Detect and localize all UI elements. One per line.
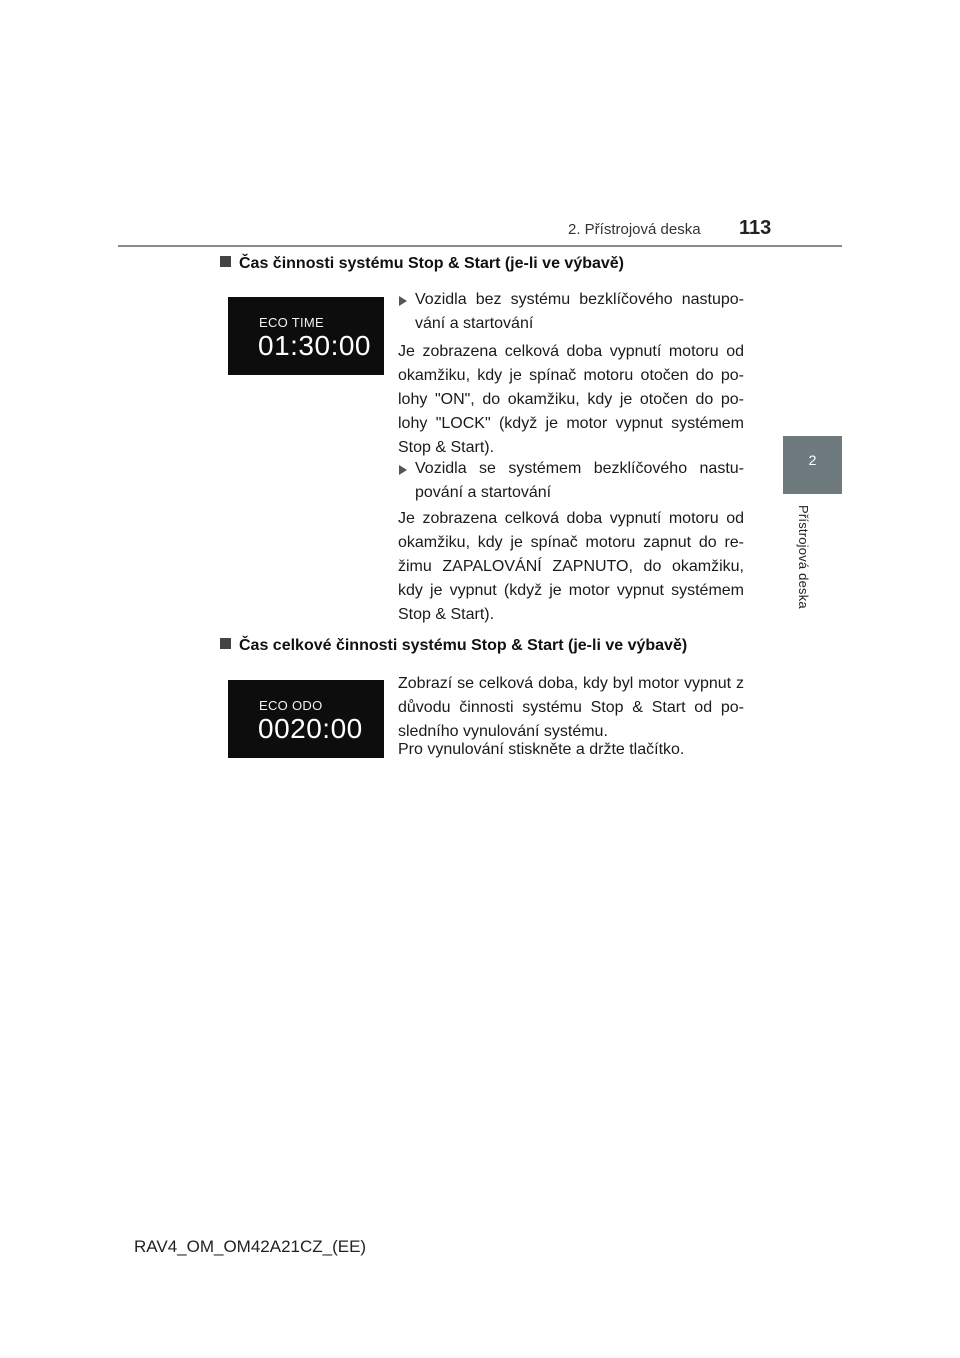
chapter-label: Přístrojová deska bbox=[796, 505, 811, 609]
header-divider bbox=[118, 245, 842, 247]
section-heading-eco-time bbox=[220, 255, 624, 273]
bullet-text: Vozidla se systémem bezklíčového nastu-pování a startování bbox=[415, 460, 744, 501]
triangle-right-icon bbox=[399, 465, 407, 475]
bullet-text: Vozidla bez systému bezklíčového nastupo-vání a startování bbox=[415, 291, 744, 332]
display-label: ECO ODO bbox=[259, 698, 323, 713]
heading-text: Čas celkové činnosti systému Stop & Start (je-li ve výbavě) bbox=[239, 637, 688, 654]
bullet-item bbox=[398, 288, 744, 336]
paragraph: Je zobrazena celková doba vypnutí motoru od okamžiku, kdy je spínač motoru zapnut do re-žimu ZAPALOVÁNÍ ZAPNUTO, do okamžiku, kdy je vypnut (když je motor vypnut systémem Stop & Start). bbox=[398, 510, 744, 623]
paragraph: Je zobrazena celková doba vypnutí motoru od okamžiku, kdy je spínač motoru otočen do po-lohy "ON", do okamžiku, kdy je otočen do po-lohy "LOCK" (když je motor vypnut systémem Stop & Start). bbox=[398, 343, 744, 456]
paragraph: Pro vynulování stiskněte a držte tlačítko. bbox=[398, 741, 685, 758]
section-heading-eco-odo bbox=[220, 637, 687, 655]
triangle-right-icon bbox=[399, 296, 407, 306]
display-value: 0020:00 bbox=[258, 713, 363, 744]
eco-time-display bbox=[228, 297, 384, 375]
heading-text: Čas činnosti systému Stop & Start (je-li ve výbavě) bbox=[239, 255, 625, 272]
paragraph: Zobrazí se celková doba, kdy byl motor vypnut z důvodu činnosti systému Stop & Start od po-sledního vynulování systému. bbox=[398, 675, 744, 740]
chapter-number: 2 bbox=[808, 452, 817, 468]
display-label: ECO TIME bbox=[259, 315, 325, 330]
bullet-item bbox=[398, 457, 744, 505]
chapter-tab bbox=[783, 436, 842, 494]
display-value: 01:30:00 bbox=[258, 330, 371, 361]
page-number: 113 bbox=[739, 217, 772, 239]
section-title: 2. Přístrojová deska bbox=[568, 221, 701, 238]
square-bullet-icon bbox=[220, 638, 231, 649]
document-code: RAV4_OM_OM42A21CZ_(EE) bbox=[134, 1237, 367, 1256]
eco-odo-display bbox=[228, 680, 384, 758]
square-bullet-icon bbox=[220, 256, 231, 267]
